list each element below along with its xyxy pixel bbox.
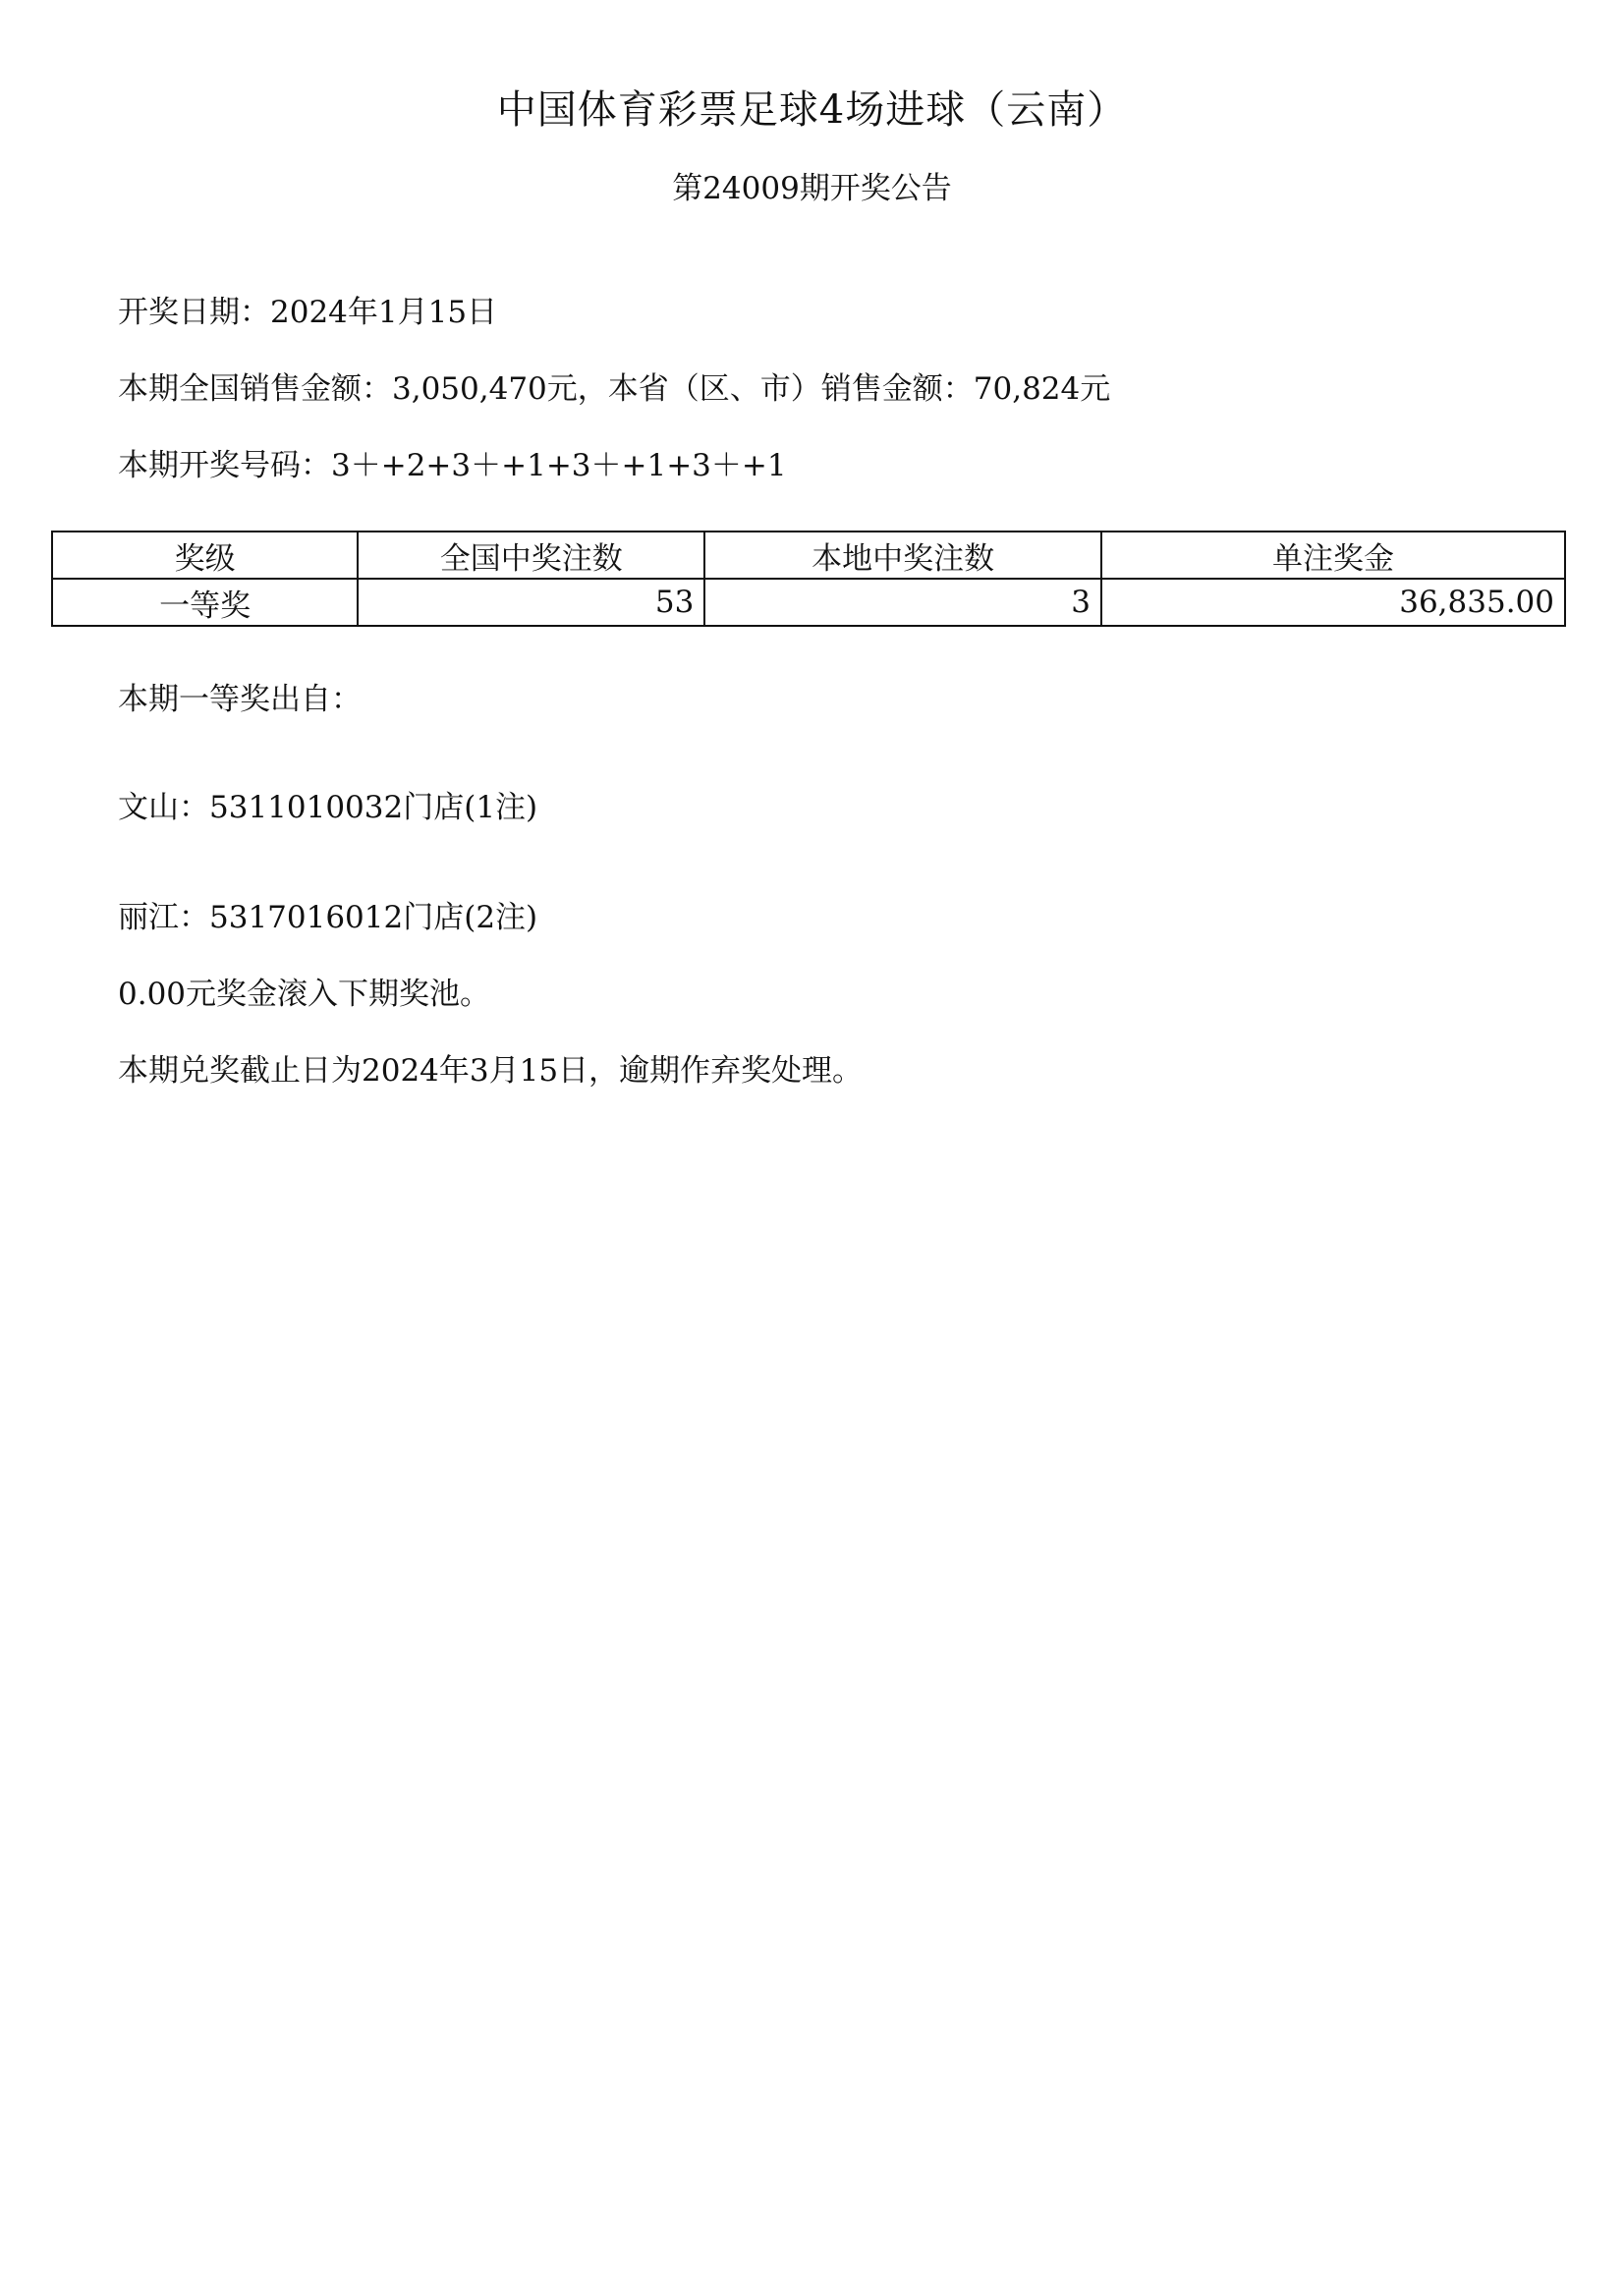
table-header-row bbox=[52, 532, 1565, 579]
header-prize-amount: 单注奖金 bbox=[1101, 532, 1565, 579]
cell-local-winners: 3 bbox=[704, 579, 1101, 626]
issue-subtitle: 第24009期开奖公告 bbox=[672, 171, 952, 206]
rollover-note: 0.00元奖金滚入下期奖池。 bbox=[118, 977, 491, 1012]
sales-amount: 本期全国销售金额：3,050,470元，本省（区、市）销售金额：70,824元 bbox=[118, 371, 1111, 407]
cell-prize-level: 一等奖 bbox=[52, 579, 358, 626]
header-local-winners: 本地中奖注数 bbox=[704, 532, 1101, 579]
draw-date: 开奖日期：2024年1月15日 bbox=[118, 295, 498, 330]
header-prize-level: 奖级 bbox=[52, 532, 358, 579]
table-row bbox=[52, 579, 1565, 626]
winning-numbers: 本期开奖号码：3＋+2+3＋+1+3＋+1+3＋+1 bbox=[118, 448, 787, 483]
winner-item: 文山：5311010032门店(1注) bbox=[118, 790, 538, 825]
page-title: 中国体育彩票足球4场进球（云南） bbox=[496, 87, 1128, 133]
winners-heading: 本期一等奖出自： bbox=[118, 682, 362, 717]
claim-deadline: 本期兑奖截止日为2024年3月15日，逾期作弃奖处理。 bbox=[118, 1053, 864, 1089]
cell-prize-amount: 36,835.00 bbox=[1101, 579, 1565, 626]
prize-table bbox=[51, 531, 1566, 627]
header-national-winners: 全国中奖注数 bbox=[358, 532, 704, 579]
cell-national-winners: 53 bbox=[358, 579, 704, 626]
winner-item: 丽江：5317016012门店(2注) bbox=[118, 900, 538, 935]
